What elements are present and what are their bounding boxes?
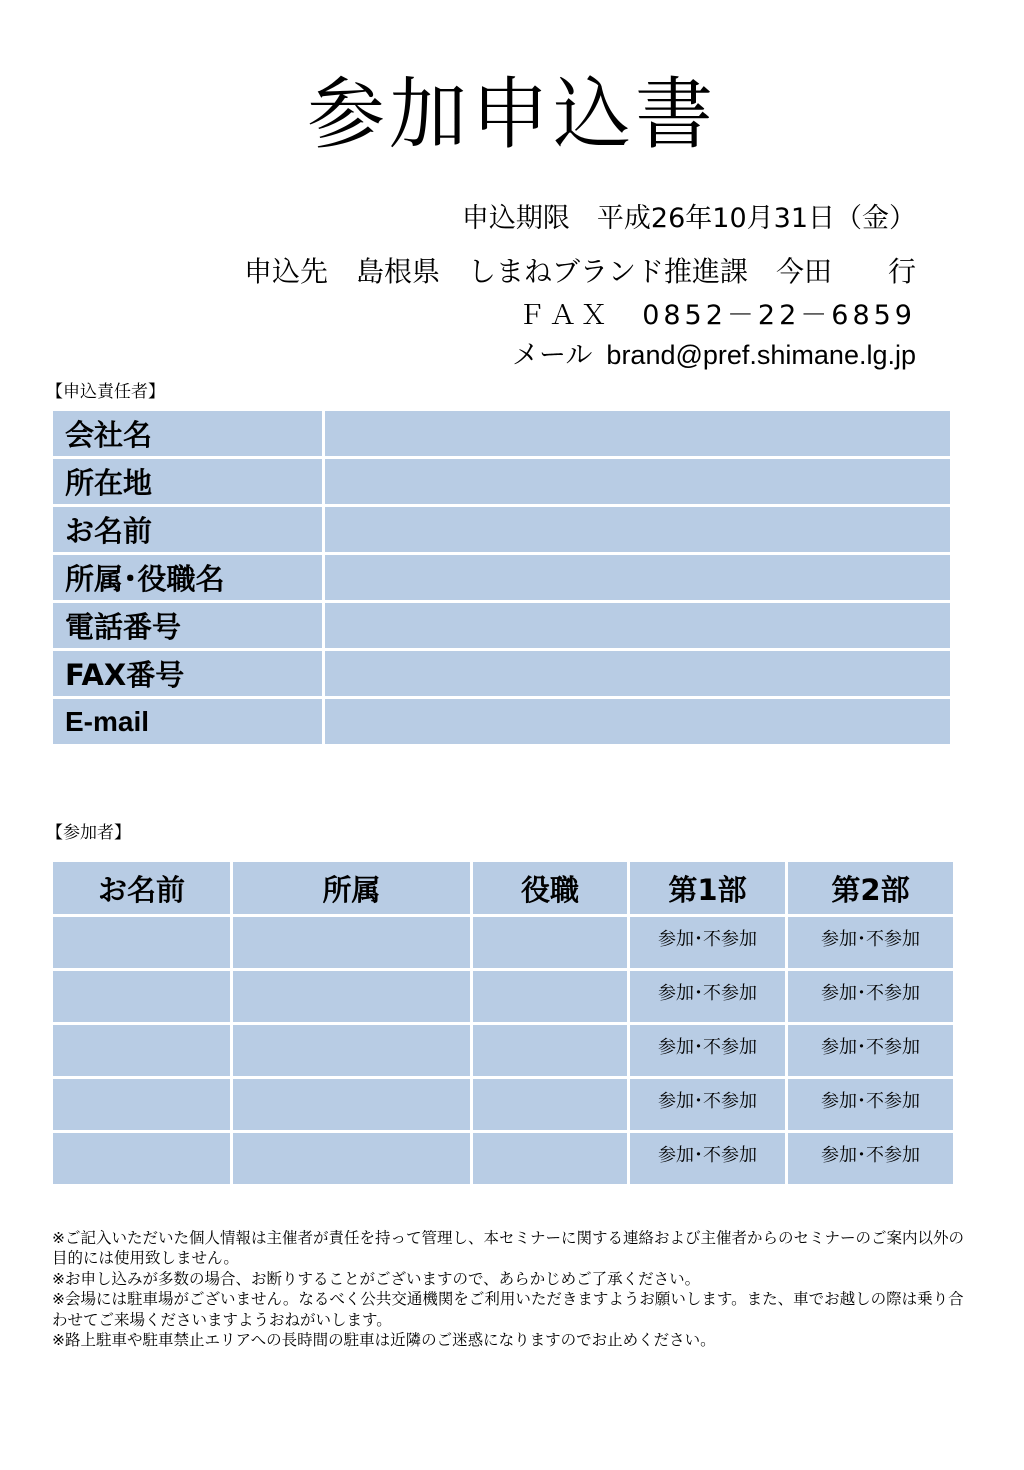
department-title-field[interactable] <box>324 554 952 602</box>
page-title: 参加申込書 <box>306 70 717 160</box>
part1-attendance[interactable]: 参加･不参加 <box>629 916 787 970</box>
part2-attendance[interactable]: 参加･不参加 <box>787 1078 955 1132</box>
table-row <box>52 698 952 746</box>
header-position: 役職 <box>472 861 629 916</box>
part2-attendance[interactable]: 参加･不参加 <box>787 970 955 1024</box>
participant-affiliation-cell[interactable] <box>232 970 472 1024</box>
mail-address[interactable]: brand@pref.shimane.lg.jp <box>606 340 916 370</box>
table-header-row <box>52 861 955 916</box>
header-affiliation: 所属 <box>232 861 472 916</box>
note-street-parking: ※路上駐車や駐車禁止エリアへの長時間の駐車は近隣のご迷惑になりますのでお止めください。 <box>52 1331 716 1350</box>
participant-name-cell[interactable] <box>52 970 232 1024</box>
table-row <box>52 916 955 970</box>
email-label: E-mail <box>52 698 324 746</box>
header-part1: 第1部 <box>629 861 787 916</box>
company-name-label: 会社名 <box>52 410 324 458</box>
table-row <box>52 650 952 698</box>
participant-affiliation-cell[interactable] <box>232 1132 472 1186</box>
fax-field[interactable] <box>324 650 952 698</box>
applicant-form-table <box>50 408 953 747</box>
participant-position-cell[interactable] <box>472 1078 629 1132</box>
address-label: 所在地 <box>52 458 324 506</box>
table-row <box>52 1078 955 1132</box>
participant-section-label: 【参加者】 <box>46 823 131 843</box>
company-name-field[interactable] <box>324 410 952 458</box>
phone-label: 電話番号 <box>52 602 324 650</box>
participant-position-cell[interactable] <box>472 1024 629 1078</box>
participant-position-cell[interactable] <box>472 916 629 970</box>
note-parking: ※会場には駐車場がございません。なるべく公共交通機関をご利用いただきますようお願いします。また、車でお越しの際は乗り合わせてご来場くださいますようおねがいします。 <box>52 1290 964 1329</box>
fax-number: ＦＡＸ 0852－22－6859 <box>518 300 916 331</box>
email-field[interactable] <box>324 698 952 746</box>
part1-attendance[interactable]: 参加･不参加 <box>629 1078 787 1132</box>
table-row <box>52 410 952 458</box>
table-row <box>52 970 955 1024</box>
participant-name-cell[interactable] <box>52 1078 232 1132</box>
table-row <box>52 554 952 602</box>
part1-attendance[interactable]: 参加･不参加 <box>629 1024 787 1078</box>
participant-affiliation-cell[interactable] <box>232 1024 472 1078</box>
table-row <box>52 458 952 506</box>
department-title-label: 所属･役職名 <box>52 554 324 602</box>
table-row <box>52 1132 955 1186</box>
part1-attendance[interactable]: 参加･不参加 <box>629 970 787 1024</box>
participant-position-cell[interactable] <box>472 1132 629 1186</box>
part2-attendance[interactable]: 参加･不参加 <box>787 916 955 970</box>
participant-affiliation-cell[interactable] <box>232 1078 472 1132</box>
participant-position-cell[interactable] <box>472 970 629 1024</box>
participant-table <box>50 859 956 1187</box>
note-privacy: ※ご記入いただいた個人情報は主催者が責任を持って管理し、本セミナーに関する連絡および主催者からのセミナーのご案内以外の目的には使用致しません。 <box>52 1229 964 1268</box>
part2-attendance[interactable]: 参加･不参加 <box>787 1132 955 1186</box>
header-name: お名前 <box>52 861 232 916</box>
participant-name-cell[interactable] <box>52 1132 232 1186</box>
phone-field[interactable] <box>324 602 952 650</box>
applicant-section-label: 【申込責任者】 <box>46 382 165 402</box>
name-field[interactable] <box>324 506 952 554</box>
deadline-text: 申込期限 平成26年10月31日（金） <box>461 203 916 234</box>
header-part2: 第2部 <box>787 861 955 916</box>
participant-affiliation-cell[interactable] <box>232 916 472 970</box>
address-field[interactable] <box>324 458 952 506</box>
participant-name-cell[interactable] <box>52 916 232 970</box>
table-row <box>52 602 952 650</box>
destination-text: 申込先 島根県 しまねブランド推進課 今田 行 <box>243 255 916 288</box>
note-capacity: ※お申し込みが多数の場合、お断りすることがございますので、あらかじめご了承ください。 <box>52 1269 701 1288</box>
participant-name-cell[interactable] <box>52 1024 232 1078</box>
mail-line <box>512 333 916 372</box>
name-label: お名前 <box>52 506 324 554</box>
fax-label: FAX番号 <box>52 650 324 698</box>
part1-attendance[interactable]: 参加･不参加 <box>629 1132 787 1186</box>
table-row <box>52 506 952 554</box>
table-row <box>52 1024 955 1078</box>
part2-attendance[interactable]: 参加･不参加 <box>787 1024 955 1078</box>
notes-block <box>52 1228 964 1351</box>
mail-label: メール <box>511 340 593 371</box>
